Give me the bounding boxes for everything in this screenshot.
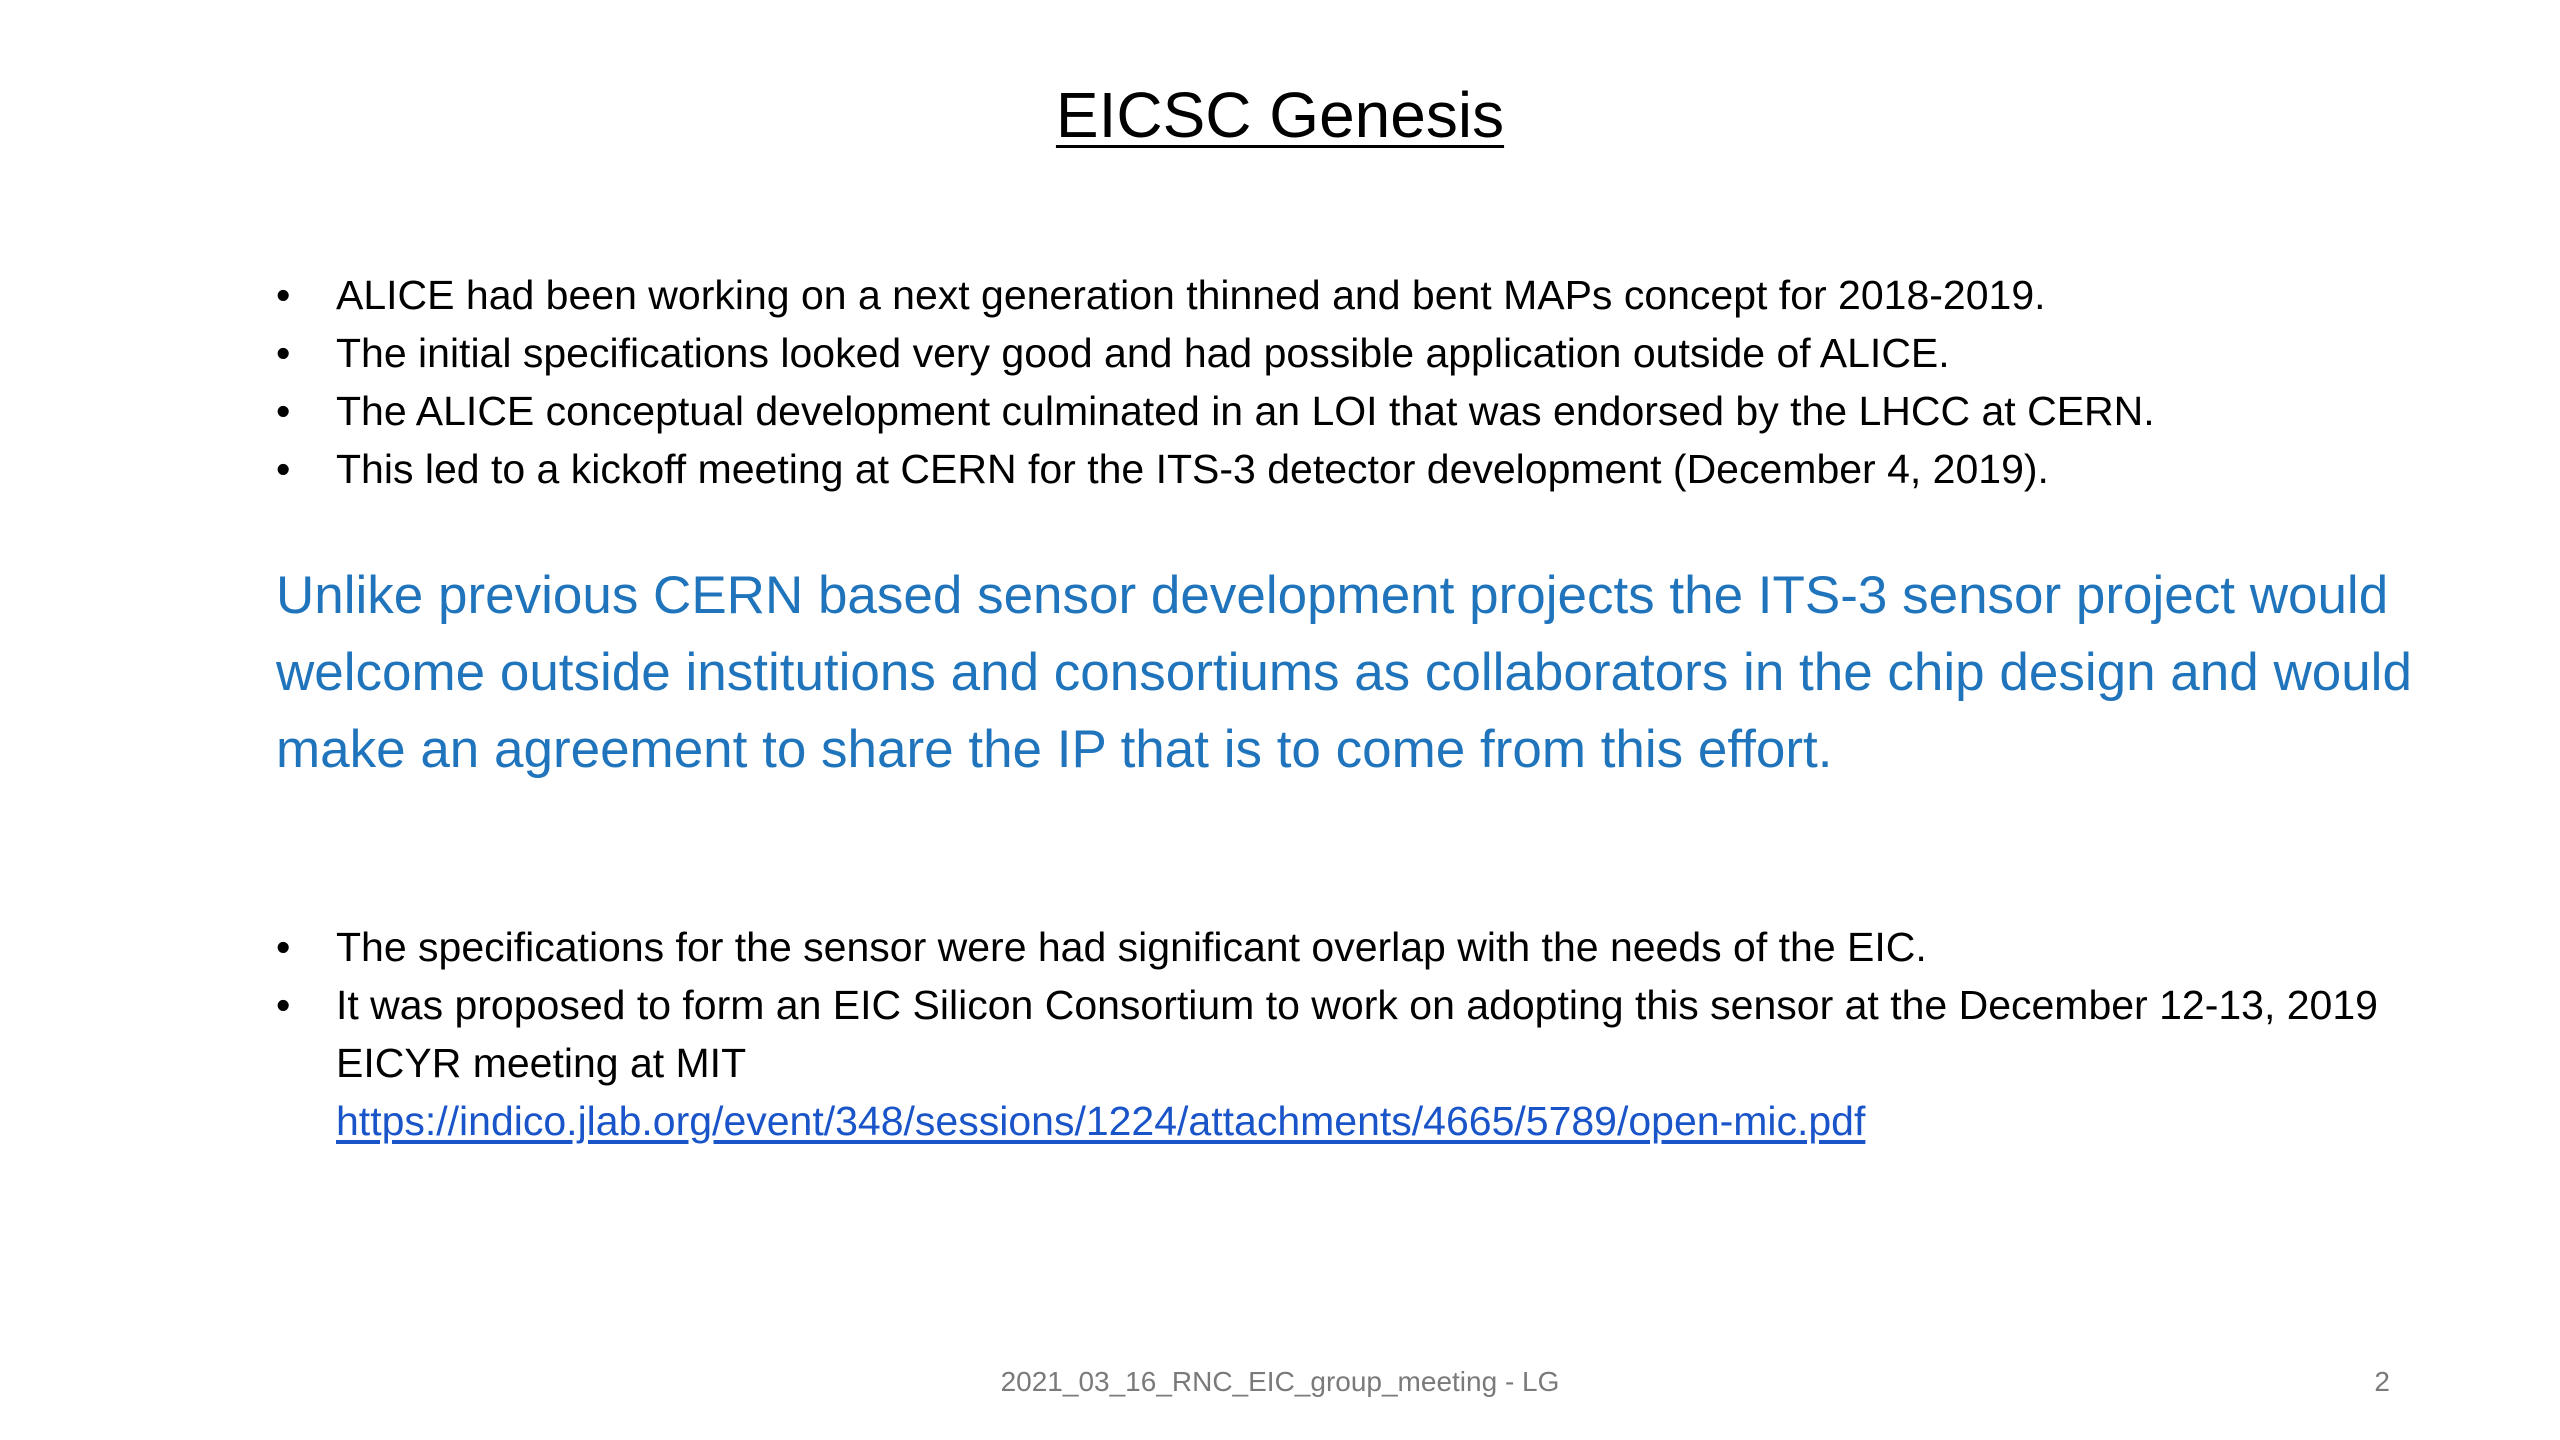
page-number: 2	[2374, 1366, 2390, 1397]
bullet-item: • The ALICE conceptual development culminated in an LOI that was endorsed by the LHCC at CERN.	[276, 382, 2456, 440]
footer-text: 2021_03_16_RNC_EIC_group_meeting - LG	[1000, 1366, 1560, 1397]
highlight-paragraph: Unlike previous CERN based sensor development projects the ITS-3 sensor project would welcome outside institutions and consortiums as collaborators in the chip design and would make an agreement to share the IP that is to come from this effort.	[276, 566, 2412, 779]
bullet-item-with-link	[276, 976, 2456, 1150]
bullet-item-text: It was proposed to form an EIC Silicon Consortium to work on adopting this sensor at the December 12-13, 2019 EICYR meeting at MIT	[336, 982, 2378, 1086]
bullet-item: • ALICE had been working on a next generation thinned and bent MAPs concept for 2018-2019.	[276, 266, 2456, 324]
slide-title	[0, 70, 2560, 160]
indico-link[interactable]: https://indico.jlab.org/event/348/sessions/1224/attachments/4665/5789/open-mic.pdf	[336, 1098, 1866, 1144]
bullet-item: • This led to a kickoff meeting at CERN for the ITS-3 detector development (December 4, 2019).	[276, 440, 2456, 498]
top-bullet-list	[276, 266, 2456, 498]
slide-title-text: EICSC Genesis	[1055, 79, 1505, 151]
bottom-bullet-list	[276, 918, 2456, 1150]
bullet-item: • The specifications for the sensor were had significant overlap with the needs of the EIC.	[276, 918, 2456, 976]
bullet-item: • The initial specifications looked very good and had possible application outside of ALICE.	[276, 324, 2456, 382]
